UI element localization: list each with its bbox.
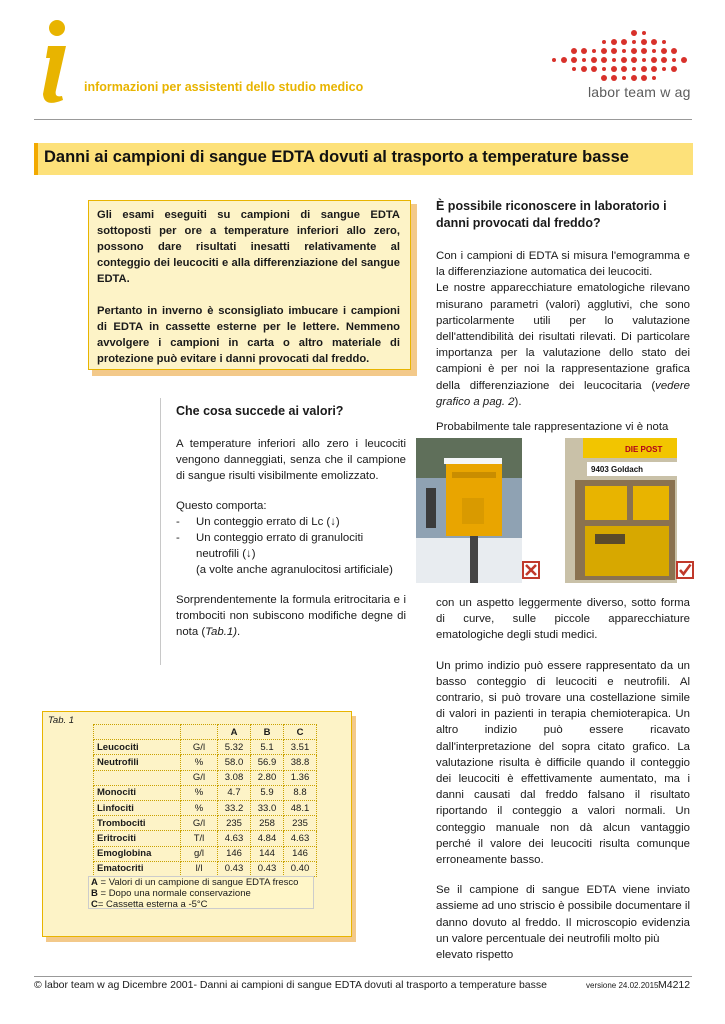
table-cell: Trombociti [94, 816, 181, 831]
table-row [94, 800, 317, 815]
table-row [94, 755, 317, 770]
brand-dots-logo [548, 28, 688, 84]
brand-dot [662, 67, 666, 71]
lab-paragraph-1: Con i campioni di EDTA si misura l'emogramma e la differenziazione automatica dei leucociti. [436, 250, 690, 279]
table-cell: 38.8 [284, 755, 317, 770]
footer [34, 979, 694, 991]
table-cell: Leucociti [94, 740, 181, 755]
consequence-list [176, 514, 406, 578]
brand-dot [621, 57, 627, 63]
table-cell: 48.1 [284, 800, 317, 815]
brand-dot [622, 49, 626, 53]
graph-reference: vedere grafico a pag. 2 [436, 379, 690, 408]
list-item: - Un conteggio errato di granulociti neutrofili (↓) (a volte anche agranulocitosi artificiale) [176, 532, 393, 576]
tagline: informazioni per assistenti dello studio medico [84, 80, 364, 94]
brand-dot [611, 66, 617, 72]
brand-dot [631, 48, 637, 54]
brand-dot [651, 66, 657, 72]
header-divider [34, 119, 692, 120]
table-cell: G/l [181, 770, 218, 785]
brand-dot [671, 48, 677, 54]
table-cell: 4.84 [251, 831, 284, 846]
cross-mark-icon [522, 561, 540, 579]
brand-dot [661, 57, 667, 63]
table-row [94, 740, 317, 755]
table-cell: 4.63 [218, 831, 251, 846]
lab-paragraph-4: con un aspetto leggermente diverso, sotto forma di curve, sulle piccole apparecchiature ematologiche degli studi medici. [436, 597, 690, 642]
brand-dot [601, 57, 607, 63]
brand-dot [622, 76, 626, 80]
lab-paragraph-2: Le nostre apparecchiature ematologiche rilevano misurano parametri (valori) agglutivi, che sono particolarmente utili per lo valutazione dell'attendibilità dei risultati rilevati. Di particolare importanza per la valutazione dello stato dei campioni è per noi la rappresentazione grafica della differenziazione dei leucocitaria (vedere grafico a pag. 2). [436, 282, 690, 408]
table-cell: 235 [218, 816, 251, 831]
table-cell: 58.0 [218, 755, 251, 770]
brand-dot [591, 57, 597, 63]
table-row [94, 846, 317, 861]
table-cell: % [181, 800, 218, 815]
brand-dot [621, 66, 627, 72]
table-cell: B [251, 725, 284, 740]
section-heading-lab: È possibile riconoscere in laboratorio i danni provocati dal freddo? [436, 199, 667, 230]
brand-dot [611, 48, 617, 54]
table-cell [181, 725, 218, 740]
address-text: 9403 Goldach [591, 465, 644, 474]
table-cell: C [284, 725, 317, 740]
table-cell: 3.51 [284, 740, 317, 755]
footer-text: © labor team w ag Dicembre 2001- Danni ai campioni di sangue EDTA dovuti al trasporto a temperature basse [34, 979, 547, 991]
table-row [94, 861, 317, 876]
brand-dot [641, 66, 647, 72]
brand-dot [611, 75, 617, 81]
brand-dot [621, 39, 627, 45]
list-note: (a volte anche agranulocitosi artificiale) [196, 564, 393, 576]
lab-paragraph-7: elevato rispetto [436, 949, 514, 962]
callout-paragraph-1: Gli esami eseguiti su campioni di sangue EDTA sottoposti per ore a temperature inferiori allo zero, possono dare risultati inesatti relativamente al conteggio dei leucociti e alla differenziazione del sangue EDTA. [97, 209, 400, 285]
brand-dot [652, 76, 656, 80]
table-cell [94, 770, 181, 785]
table-cell: 56.9 [251, 755, 284, 770]
info-i-icon [30, 18, 76, 104]
lab-paragraph-6: Se il campione di sangue EDTA viene inviato assieme ad uno striscio è possibile documentare il danno dovuto al freddo. Il microscopio evidenzia un valore percentuale dei neutrofili molto più [436, 884, 690, 945]
brand-dot [602, 40, 606, 44]
footer-version: versione 24.02.2015 [586, 981, 659, 990]
brand-dot [601, 75, 607, 81]
table-cell: 0.43 [251, 861, 284, 876]
legend-item: A = Valori di un campione di sangue EDTA fresco [91, 877, 299, 888]
table-cell: Linfociti [94, 800, 181, 815]
brand-dot [642, 58, 646, 62]
table-cell: 8.8 [284, 785, 317, 800]
brand-dot [631, 30, 637, 36]
brand-dot [661, 48, 667, 54]
page-title: Danni ai campioni di sangue EDTA dovuti al trasporto a temperature basse [44, 148, 629, 166]
lab-continuation [436, 595, 690, 963]
list-item: - Un conteggio errato di Lc (↓) [176, 516, 340, 528]
brand-dot [601, 48, 607, 54]
brand-dot [641, 39, 647, 45]
table-row [94, 785, 317, 800]
yellow-mailbox-snow-image [416, 438, 522, 583]
brand-dot [651, 39, 657, 45]
brand-dot [611, 39, 617, 45]
brand-dot [652, 49, 656, 53]
warning-callout [88, 200, 411, 370]
legend-item: B = Dopo una normale conservazione [91, 888, 251, 899]
table-cell: A [218, 725, 251, 740]
table-cell: 3.08 [218, 770, 251, 785]
brand-dot [641, 48, 647, 54]
footer-code: M4212 [658, 979, 691, 991]
table-cell: Ematocriti [94, 861, 181, 876]
lab-paragraph-5: Un primo indizio può essere rappresentato da un basso conteggio di leucociti e neutrofili. Al contrario, si può trovare una costellazione simile di valori in pazienti in terapia chemioterapica. Un altro indizio può essere ricavato dall'interpretazione del sopra citato grafico. La valutazione risulta è difficile quando il conteggio dei leucociti è effettivamente aumentato, ma i danni causati dal freddo falsano il risultato riportando il conteggio a valori normali. Un conteggio manuale non dà alcun vantaggio perché il valore dei leucociti risulta comunque erroneamente basso. [436, 659, 690, 867]
section-divider [160, 398, 161, 665]
lab-intro [436, 248, 690, 410]
table-cell [94, 725, 181, 740]
table-cell: 144 [251, 846, 284, 861]
check-mark-icon [676, 561, 694, 579]
brand-dot [631, 75, 637, 81]
brand-dot [641, 75, 647, 81]
table-cell: 5.1 [251, 740, 284, 755]
table-header-row [94, 725, 317, 740]
table-caption: Tab. 1 [48, 715, 75, 726]
values-paragraph-3: Sorprendentemente la formula eritrocitaria e i trombociti non subiscono modifiche degne di nota (Tab.1). [176, 594, 406, 638]
footer-divider [34, 976, 692, 977]
lab-paragraph-3: Probabilmente tale rappresentazione vi è nota [436, 421, 669, 433]
brand-dot [581, 48, 587, 54]
table-row [94, 831, 317, 846]
table-cell: 1.36 [284, 770, 317, 785]
table-cell: Emoglobina [94, 846, 181, 861]
brand-dot [602, 67, 606, 71]
table-cell: 33.0 [251, 800, 284, 815]
brand-dot [651, 57, 657, 63]
brand-dot [662, 40, 666, 44]
brand-dot [681, 57, 687, 63]
table-row [94, 816, 317, 831]
brand-dot [671, 66, 677, 72]
table-cell: Eritrociti [94, 831, 181, 846]
table-cell: G/l [181, 740, 218, 755]
section-values-body [176, 436, 406, 654]
brand-dot [571, 57, 577, 63]
values-paragraph-1: A temperature inferiori allo zero i leucociti vengono danneggiati, senza che il campione di sangue risulti visibilmente emolizzato. [176, 438, 406, 482]
table-cell: 146 [284, 846, 317, 861]
brand-dot [672, 58, 676, 62]
table-cell: % [181, 785, 218, 800]
brand-dot [561, 57, 567, 63]
table-cell: 0.43 [218, 861, 251, 876]
table-cell: 33.2 [218, 800, 251, 815]
legend-item: C= Cassetta esterna a -5°C [91, 899, 208, 910]
table-cell: 4.63 [284, 831, 317, 846]
table-cell: 5.32 [218, 740, 251, 755]
brand-dot [552, 58, 556, 62]
brand-name: labor team w ag [588, 84, 691, 100]
table-cell: 0.40 [284, 861, 317, 876]
brand-dot [592, 49, 596, 53]
table-cell: G/l [181, 816, 218, 831]
callout-paragraph-2: Pertanto in inverno è sconsigliato imbucare i campioni di EDTA in cassette esterne per le lettere. Nemmeno avvolgere i campioni in carta o altro materiale di protezione può evitare i danni provocati dal freddo. [97, 305, 400, 365]
brand-dot [582, 58, 586, 62]
table-cell: 2.80 [251, 770, 284, 785]
table-row [94, 770, 317, 785]
section-heading-values: Che cosa succede ai valori? [176, 404, 344, 418]
brand-dot [631, 57, 637, 63]
table-cell: 235 [284, 816, 317, 831]
table-cell: l/l [181, 861, 218, 876]
table-cell: % [181, 755, 218, 770]
brand-dot [632, 67, 636, 71]
table-cell: 4.7 [218, 785, 251, 800]
table-legend [88, 876, 314, 909]
table-cell: T/l [181, 831, 218, 846]
table-cell: 5.9 [251, 785, 284, 800]
blood-values-table [93, 724, 317, 877]
table-cell: g/l [181, 846, 218, 861]
brand-dot [581, 66, 587, 72]
table-cell: 146 [218, 846, 251, 861]
table-reference: Tab.1) [205, 626, 238, 638]
brand-dot [591, 66, 597, 72]
brand-dot [572, 67, 576, 71]
table-cell: Neutrofili [94, 755, 181, 770]
brand-dot [632, 40, 636, 44]
values-paragraph-2: Questo comporta: [176, 500, 267, 512]
sign-text: DIE POST [625, 445, 663, 454]
brand-dot [612, 58, 616, 62]
table-cell: 258 [251, 816, 284, 831]
table-cell: Monociti [94, 785, 181, 800]
post-office-box-image [565, 438, 677, 583]
brand-dot [571, 48, 577, 54]
brand-dot [642, 31, 646, 35]
